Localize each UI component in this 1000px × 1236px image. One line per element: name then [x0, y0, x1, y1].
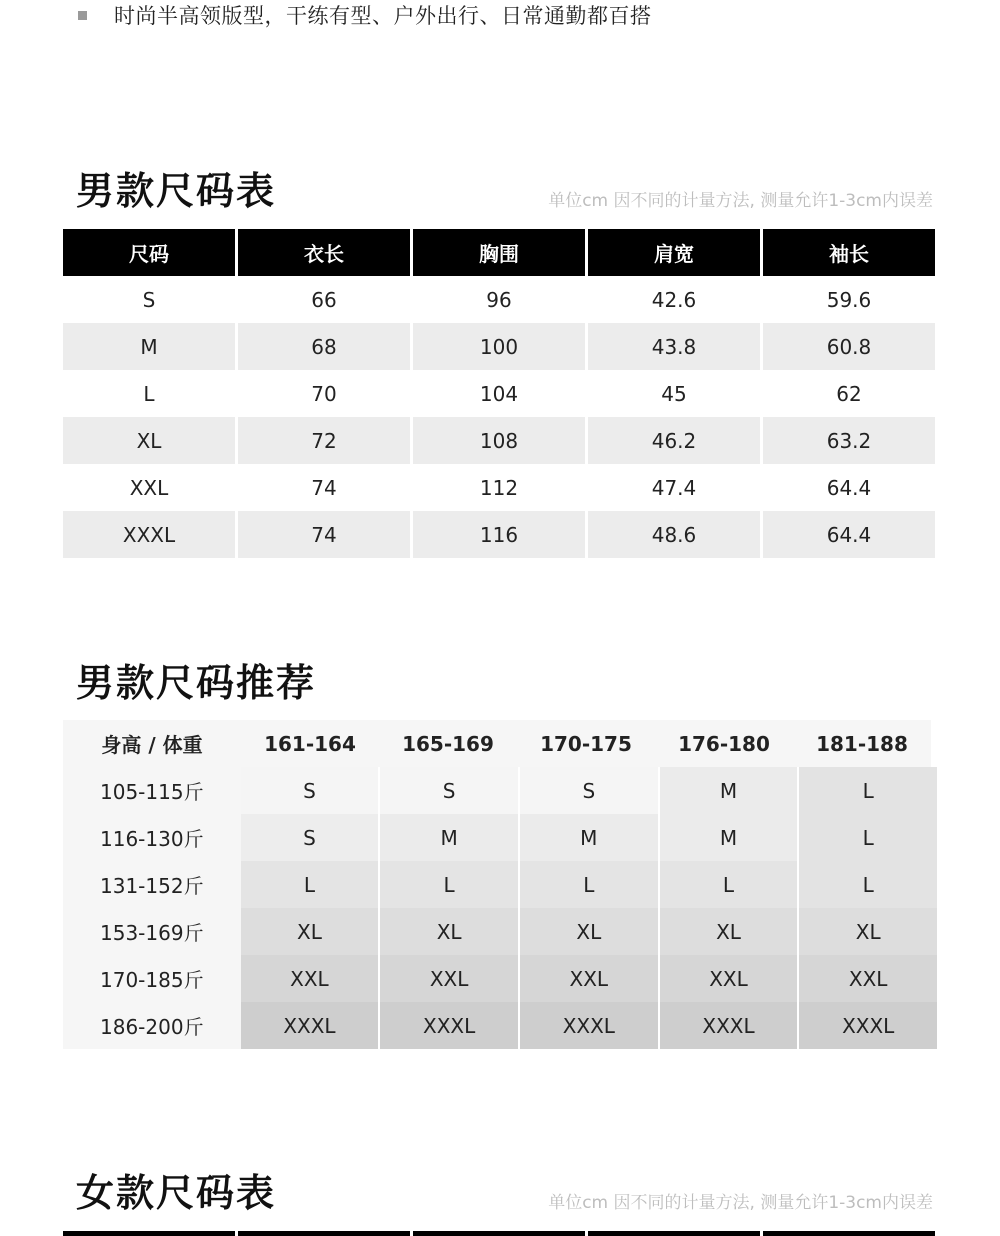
row-cell-chest: 108 — [413, 417, 585, 464]
recommended-size-cell: XXXL — [799, 1002, 937, 1049]
men-size-table-title: 男款尺码表 — [76, 169, 277, 213]
row-cell-chest: 112 — [479, 475, 519, 500]
recommended-size-cell: XXL — [799, 955, 937, 1002]
women-size-table-header-edge — [63, 1231, 937, 1236]
recommended-size-cell: M — [660, 767, 798, 814]
table-row — [63, 323, 937, 370]
height-header: 165-169 — [379, 720, 517, 767]
height-header: 170-175 — [517, 720, 655, 767]
recommended-size-cell: XL — [660, 908, 798, 955]
recommend-row — [63, 767, 937, 814]
recommended-size-cell: L — [799, 861, 937, 908]
height-header: 181-188 — [793, 720, 931, 767]
recommended-size-cell: XXL — [660, 955, 798, 1002]
table-row — [63, 511, 937, 558]
row-cell-chest: 104 — [479, 381, 519, 406]
recommended-size-cell: L — [660, 861, 798, 908]
table-row — [63, 370, 937, 417]
men-recommend-table — [63, 720, 937, 1049]
recommend-row — [63, 1002, 937, 1049]
feature-bullet-text: 时尚半高领版型，干练有型、户外出行、日常通勤都百搭 — [114, 4, 652, 28]
recommended-size-cell: XL — [520, 908, 658, 955]
recommended-size-cell: XXL — [380, 955, 518, 1002]
row-cell-size: S — [142, 287, 156, 312]
table-row — [63, 464, 937, 511]
row-cell-sleeve: 64.4 — [826, 475, 872, 500]
men-size-table — [63, 229, 937, 558]
row-cell-length: 70 — [311, 381, 337, 406]
row-cell-shoulder: 43.8 — [588, 323, 760, 370]
height-header: 161-164 — [241, 720, 379, 767]
recommend-row — [63, 861, 937, 908]
recommended-size-cell: L — [520, 861, 658, 908]
weight-label: 116-130斤 — [63, 814, 241, 861]
recommended-size-cell: S — [241, 814, 379, 861]
weight-label: 153-169斤 — [63, 908, 241, 955]
weight-label: 131-152斤 — [63, 861, 241, 908]
weight-label: 186-200斤 — [63, 1002, 241, 1049]
recommended-size-cell: XXL — [520, 955, 658, 1002]
recommended-size-cell: L — [799, 814, 937, 861]
header-cell-shoulder: 肩宽 — [588, 229, 760, 276]
row-cell-size: M — [63, 323, 235, 370]
recommended-size-cell: XXXL — [380, 1002, 518, 1049]
row-cell-sleeve: 59.6 — [826, 287, 872, 312]
recommend-corner-label: 身高 / 体重 — [63, 720, 241, 767]
row-cell-chest: 116 — [413, 511, 585, 558]
row-cell-length: 68 — [238, 323, 410, 370]
weight-label: 105-115斤 — [63, 767, 241, 814]
row-cell-length: 74 — [311, 475, 337, 500]
recommended-size-cell: XL — [241, 908, 379, 955]
row-cell-chest: 96 — [486, 287, 512, 312]
row-cell-chest: 100 — [413, 323, 585, 370]
weight-label: 170-185斤 — [63, 955, 241, 1002]
row-cell-size: XL — [63, 417, 235, 464]
header-cell-chest: 胸围 — [413, 229, 585, 276]
men-recommend-title: 男款尺码推荐 — [76, 661, 317, 705]
row-cell-size: XXXL — [63, 511, 235, 558]
header-cell-sleeve: 袖长 — [763, 229, 935, 276]
men-size-table-note: 单位cm 因不同的计量方法, 测量允许1-3cm内误差 — [548, 191, 933, 211]
women-size-table-note: 单位cm 因不同的计量方法, 测量允许1-3cm内误差 — [548, 1193, 933, 1213]
recommended-size-cell: XXXL — [241, 1002, 379, 1049]
recommended-size-cell: XL — [380, 908, 518, 955]
row-cell-sleeve: 60.8 — [763, 323, 935, 370]
recommended-size-cell: S — [380, 767, 518, 814]
recommended-size-cell: M — [660, 814, 798, 861]
table-row — [63, 276, 937, 323]
row-cell-size: L — [143, 381, 155, 406]
table-row — [63, 417, 937, 464]
recommended-size-cell: S — [520, 767, 658, 814]
recommended-size-cell: M — [380, 814, 518, 861]
recommended-size-cell: L — [799, 767, 937, 814]
recommended-size-cell: L — [241, 861, 379, 908]
recommended-size-cell: XL — [799, 908, 937, 955]
row-cell-size: XXL — [129, 475, 169, 500]
row-cell-shoulder: 46.2 — [588, 417, 760, 464]
recommended-size-cell: XXXL — [520, 1002, 658, 1049]
feature-bullet — [78, 0, 652, 30]
row-cell-shoulder: 45 — [661, 381, 687, 406]
row-cell-shoulder: 47.4 — [651, 475, 697, 500]
row-cell-sleeve: 64.4 — [763, 511, 935, 558]
row-cell-length: 66 — [311, 287, 337, 312]
recommended-size-cell: S — [241, 767, 379, 814]
recommended-size-cell: M — [520, 814, 658, 861]
recommend-row — [63, 908, 937, 955]
row-cell-sleeve: 62 — [836, 381, 862, 406]
bullet-square-icon — [78, 11, 87, 20]
header-cell-size: 尺码 — [63, 229, 235, 276]
row-cell-sleeve: 63.2 — [763, 417, 935, 464]
row-cell-length: 74 — [238, 511, 410, 558]
recommended-size-cell: XXL — [241, 955, 379, 1002]
women-size-table-title: 女款尺码表 — [76, 1171, 277, 1215]
height-header: 176-180 — [655, 720, 793, 767]
recommend-row — [63, 814, 937, 861]
recommend-header-row — [63, 720, 937, 767]
header-cell-length: 衣长 — [238, 229, 410, 276]
row-cell-shoulder: 42.6 — [651, 287, 697, 312]
table-header-row — [63, 229, 937, 276]
row-cell-shoulder: 48.6 — [588, 511, 760, 558]
recommended-size-cell: XXXL — [660, 1002, 798, 1049]
row-cell-length: 72 — [238, 417, 410, 464]
recommend-row — [63, 955, 937, 1002]
recommended-size-cell: L — [380, 861, 518, 908]
